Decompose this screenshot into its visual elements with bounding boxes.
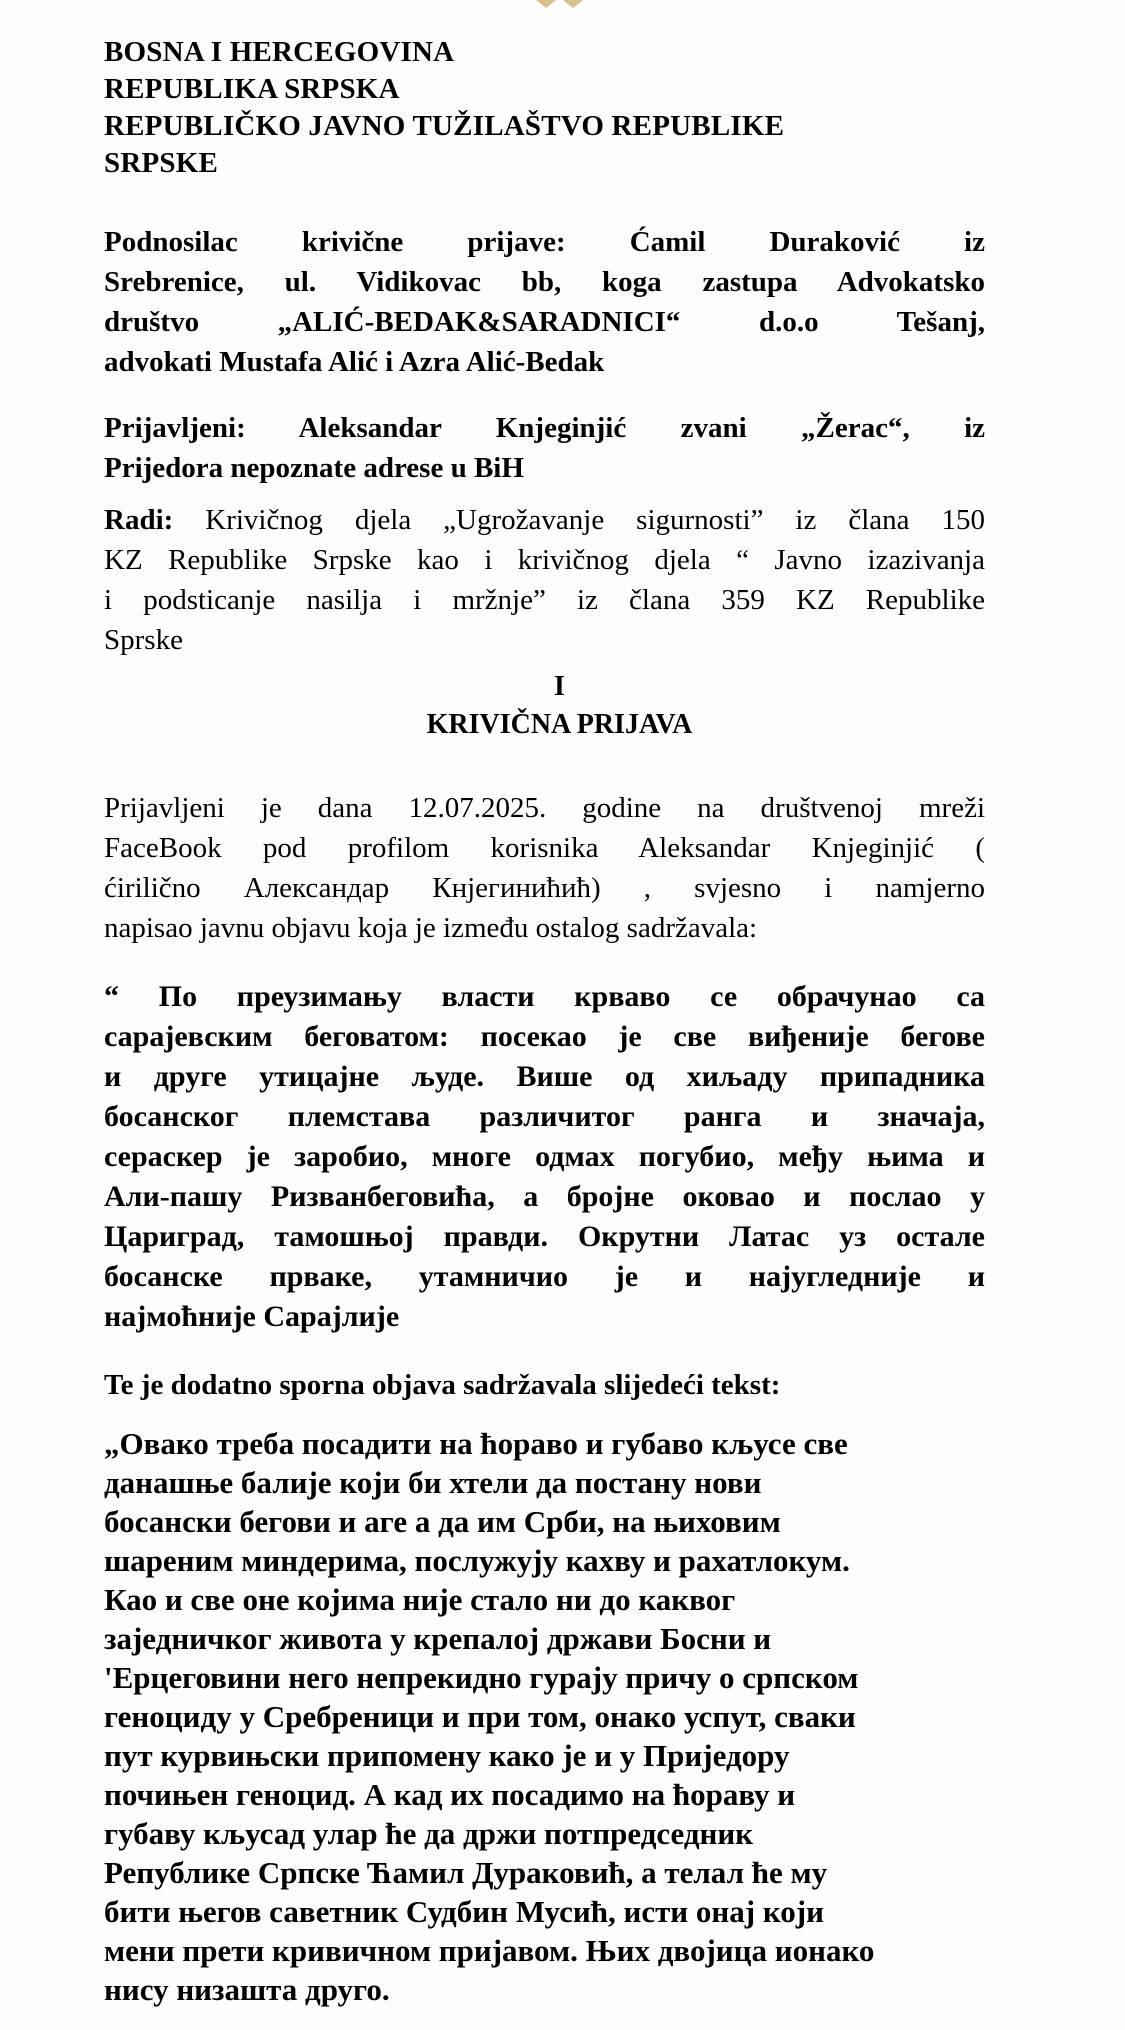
text-line: BOSNA I HERCEGOVINA xyxy=(104,36,455,68)
text-line: Radi: Krivičnog djela „Ugrožavanje sigurnosti” iz člana 150 xyxy=(104,504,985,536)
text-line: нису низашта друго. xyxy=(104,1972,390,2007)
text-line: SRPSKE xyxy=(104,147,219,179)
text-line: губаву кљусад улар ће да држи потпредседник xyxy=(104,1816,754,1851)
text-line: Цариград, тамошњој правди. Окрутни Латас уз остале xyxy=(104,1220,985,1253)
text-line: KZ Republike Srpske kao i krivičnog djela “ Javno izazivanja xyxy=(104,544,985,576)
text-line: босанске прваке, утамничио је и најугледније и xyxy=(104,1260,985,1293)
intro xyxy=(104,788,985,948)
text-line: ćirilično Александар Кнјегинићић) , svjesno i namjerno xyxy=(104,872,985,904)
text-line: и друге утицајне људе. Више од хиљаду припадника xyxy=(104,1060,985,1093)
text-line: Srebrenice, ul. Vidikovac bb, koga zastupa Advokatsko xyxy=(104,266,985,298)
text-line: „Овако треба посадити на ћораво и губаво кљусе све xyxy=(104,1426,848,1461)
text-line: бити његов саветник Судбин Мусић, исти онај који xyxy=(104,1894,824,1929)
text-line: Као и све оне којима није стало ни до каквог xyxy=(104,1582,736,1617)
text-line: Prijavljeni je dana 12.07.2025. godine na društvenoj mreži xyxy=(104,792,985,824)
text-line: најмоћније Сарајлије xyxy=(104,1300,400,1333)
text-line: данашње балије који би хтели да постану нови xyxy=(104,1465,762,1500)
text-line: REPUBLIČKO JAVNO TUŽILAŠTVO REPUBLIKE xyxy=(104,110,785,142)
text-line: босанског племстава различитог ранга и значаја, xyxy=(104,1100,985,1133)
text-line: Републике Српске Ћамил Дураковић, а телал ће му xyxy=(104,1855,828,1890)
text-line: Sprske xyxy=(104,624,183,656)
text-line: REPUBLIKA SRPSKA xyxy=(104,73,400,105)
quoted-post-1 xyxy=(104,977,985,1337)
text-line: I xyxy=(554,671,565,702)
additional-text-lead xyxy=(104,1365,985,1405)
text-line: društvo „ALIĆ-BEDAK&SARADNICI“ d.o.o Tešanj, xyxy=(104,306,985,338)
bold-lead-label: Radi: xyxy=(104,504,174,536)
text-line: KRIVIČNA PRIJAVA xyxy=(426,709,693,740)
gold-emblem-fragment-icon xyxy=(536,0,584,8)
text-line: Prijedora nepoznate adrese u BiH xyxy=(104,452,524,484)
complainant xyxy=(104,222,985,382)
text-line: Али-пашу Ризванбеговића, а бројне оковао и послао у xyxy=(104,1180,985,1213)
text-line: napisao javnu objavu koja je između ostalog sadržavala: xyxy=(104,912,758,944)
charges xyxy=(104,500,985,660)
text-line: FaceBook pod profilom korisnika Aleksandar Knjeginjić ( xyxy=(104,832,985,864)
text-line: мени прети кривичном пријавом. Њих двојица ионако xyxy=(104,1933,875,1968)
text-line: Te je dodatno sporna objava sadržavala slijedeći tekst: xyxy=(104,1369,781,1401)
text-line: босански бегови и аге а да им Срби, на њиховим xyxy=(104,1504,781,1539)
text-line: 'Ерцеговини него непрекидно гурају причу о српском xyxy=(104,1660,859,1695)
quoted-post-2 xyxy=(104,1424,985,2009)
text-line: advokati Mustafa Alić i Azra Alić-Bedak xyxy=(104,346,605,378)
text-line: почињен геноцид. А кад их посадимо на ћораву и xyxy=(104,1777,796,1812)
text-line: Prijavljeni: Aleksandar Knjeginjić zvani „Žerac“, iz xyxy=(104,412,985,444)
text-line: геноциду у Сребреници и при том, онако успут, сваки xyxy=(104,1699,856,1734)
text-line: i podsticanje nasilja i mržnje” iz člana 359 KZ Republike xyxy=(104,584,985,616)
letterhead xyxy=(104,34,985,182)
gold-tip-right-icon xyxy=(563,0,583,8)
gold-tip-left-icon xyxy=(536,0,556,8)
text-line: сераскер је заробио, многе одмах погубио, међу њима и xyxy=(104,1140,985,1173)
accused xyxy=(104,408,985,488)
text-line: заједничког живота у крепалој држави Босни и xyxy=(104,1621,772,1656)
section-heading xyxy=(104,668,985,744)
text-line: шареним миндерима, послужују кахву и рахатлокум. xyxy=(104,1543,850,1578)
text-line: пут курвињски припомену како је и у Приједору xyxy=(104,1738,790,1773)
text-line: “ По преузимању власти крваво се обрачунао са xyxy=(104,980,985,1013)
text-line: сарајевским беговатом: посекао је све виђеније бегове xyxy=(104,1020,985,1053)
text-line: Podnosilac krivične prijave: Ćamil Duraković iz xyxy=(104,226,985,258)
document-blocks xyxy=(104,34,985,2009)
